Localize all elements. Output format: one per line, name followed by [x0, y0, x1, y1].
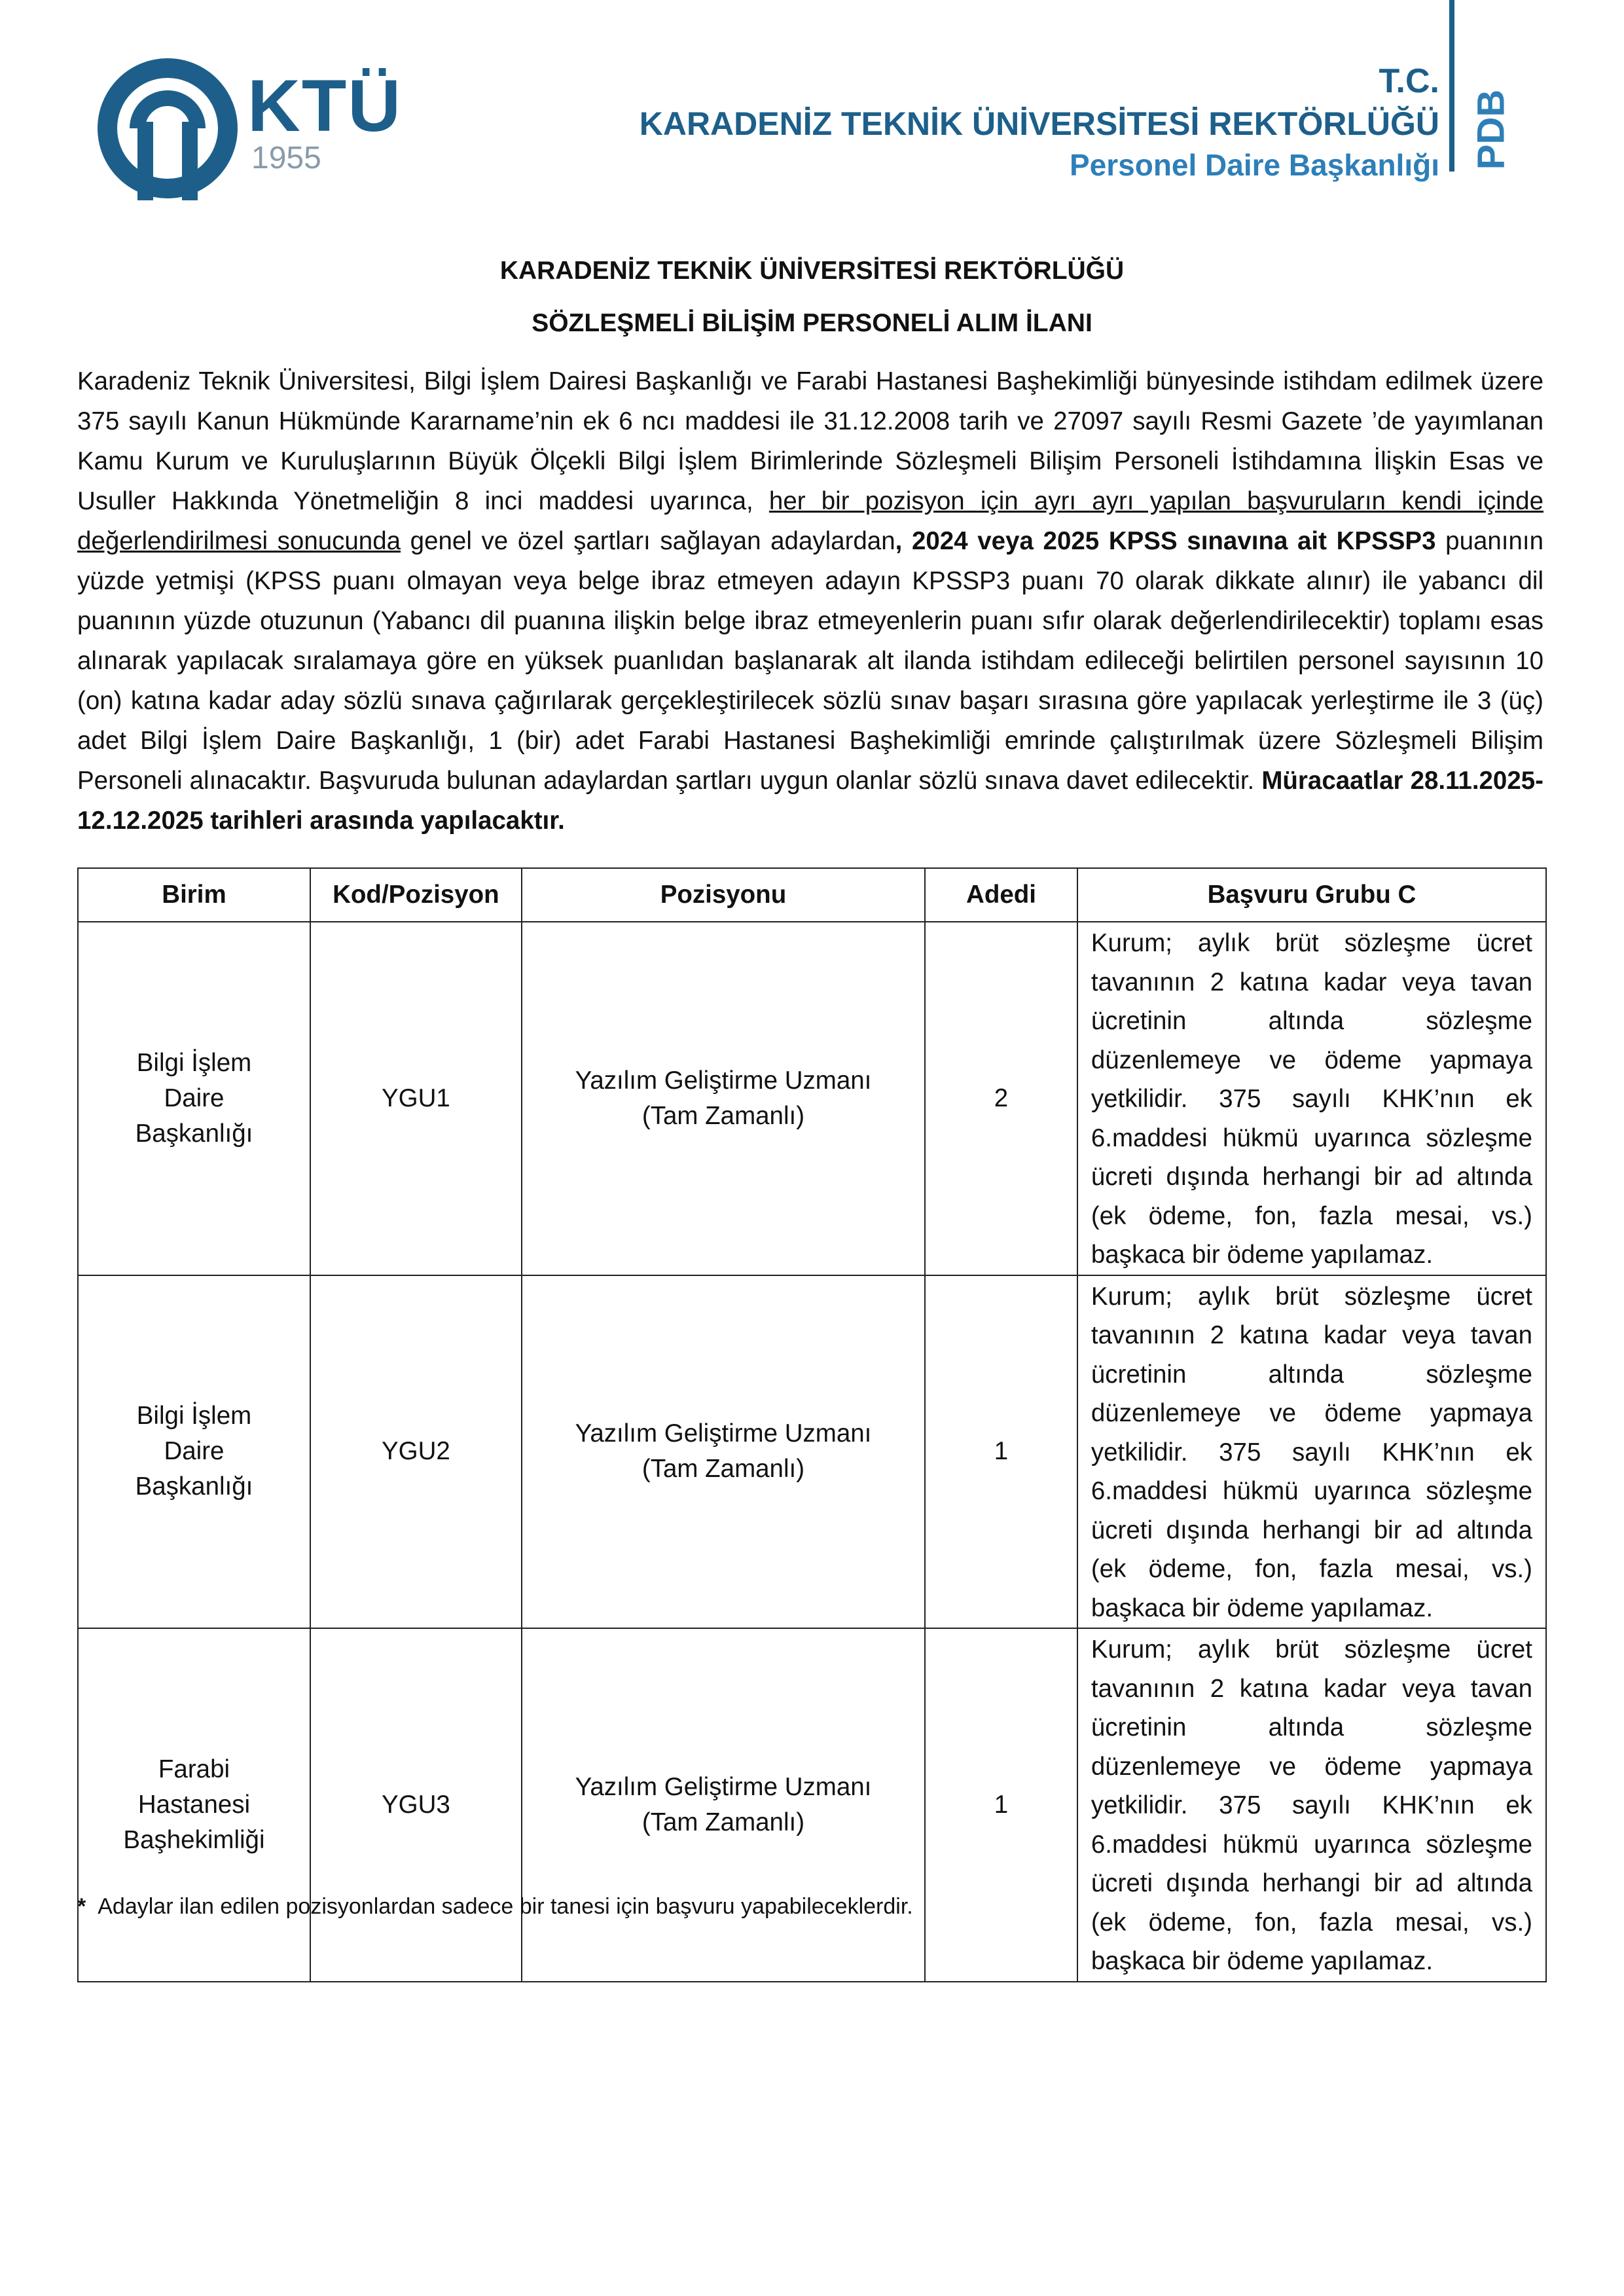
header-tc: T.C. — [1379, 62, 1439, 100]
paragraph-part1: Karadeniz Teknik Üniversitesi, Bilgi İşlem Dairesi Başkanlığı ve Farabi Hastanesi Başhekimliği bünyesinde istihdam edilmek üzere 375 sayılı Kanun Hükmünde Kararname’nin ek 6 ncı maddesi ile 31.12.2008 tarih ve 27097 sayılı Resmi Gazete ’de yayımlanan Kamu Kurum ve Kuruluşlarının Büyük Ölçekli Bilgi İşlem Birimlerinde Sözleşmeli Bilişim Personeli İstihdamına İlişkin Esas ve Usuller Hakkında Yönetmeliğin 8 inci maddesi uyarınca, — [77, 367, 1543, 515]
cell-kod: YGU2 — [310, 1275, 522, 1629]
header-block — [640, 63, 1439, 183]
cell-pozisyon: Yazılım Geliştirme Uzmanı (Tam Zamanlı) — [522, 1628, 925, 1982]
table-header-row — [78, 868, 1546, 922]
header-grup: Başvuru Grubu C — [1077, 868, 1546, 922]
pdb-text: PDB — [1470, 89, 1513, 170]
document-title-line2: SÖZLEŞMELİ BİLİŞİM PERSONELİ ALIM İLANI — [532, 309, 1092, 337]
paragraph-part2: genel ve özel şartları sağlayan adaylardan — [401, 527, 895, 555]
table-row — [78, 1628, 1546, 1982]
ktu-logo — [97, 56, 411, 200]
positions-table — [77, 867, 1547, 1982]
pdb-side-label — [1465, 84, 1517, 175]
cell-birim: Bilgi İşlem Daire Başkanlığı — [78, 922, 310, 1275]
header-department: Personel Daire Başkanlığı — [1069, 148, 1439, 183]
cell-birim: Farabi Hastanesi Başhekimliği — [78, 1628, 310, 1982]
logo-year: 1955 — [251, 141, 321, 175]
logo-text: KTÜ — [247, 65, 403, 147]
cell-kod: YGU3 — [310, 1628, 522, 1982]
footnote — [77, 1894, 913, 1920]
paragraph-part3: puanının yüzde yetmişi (KPSS puanı olmayan veya belge ibraz etmeyen adayın KPSSP3 puanı 70 olarak dikkate alınır) ile yabancı dil puanının yüzde otuzunun (Yabancı dil puanına ilişkin belge ibraz etmeyenlerin puanı sıfır olarak değerlendirilecektir) toplamı esas alınarak yapılacak sıralamaya göre en yüksek puanlıdan başlanarak alt ilanda istihdam edileceği belirtilen personel sayısının 10 (on) katına kadar aday sözlü sınava çağırılarak gerçekleştirilecek sözlü sınav başarı sırasına göre yapılacak yerleştirme ile 3 (üç) adet Bilgi İşlem Daire Başkanlığı, 1 (bir) adet Farabi Hastanesi Başhekimliği emrinde çalıştırılmak üzere Sözleşmeli Bilişim Personeli alınacaktır. Başvuruda bulunan adaylardan şartları uygun olanlar sözlü sınava davet edilecektir. — [77, 527, 1544, 795]
cell-adet: 2 — [925, 922, 1077, 1275]
footnote-star: * — [77, 1894, 86, 1919]
cell-pozisyon: Yazılım Geliştirme Uzmanı (Tam Zamanlı) — [522, 1275, 925, 1629]
cell-grup: Kurum; aylık brüt sözleşme ücret tavanının 2 katına kadar veya tavan ücretinin altında sözleşme düzenlemeye ve ödeme yapmaya yetkilidir. 375 sayılı KHK’nın ek 6.maddesi hükmü uyarınca sözleşme ücreti dışında herhangi bir ad altında (ek ödeme, fon, fazla mesai, vs.) başkaca bir ödeme yapılamaz. — [1077, 922, 1546, 1275]
announcement-paragraph — [77, 361, 1543, 841]
cell-adet: 1 — [925, 1275, 1077, 1629]
ktu-emblem-icon — [97, 56, 241, 200]
cell-adet: 1 — [925, 1628, 1077, 1982]
paragraph-bold-kpss: , 2024 veya 2025 KPSS sınavına ait KPSSP3 — [895, 527, 1436, 555]
cell-birim: Bilgi İşlem Daire Başkanlığı — [78, 1275, 310, 1629]
header-birim: Birim — [78, 868, 310, 922]
header-university: KARADENİZ TEKNİK ÜNİVERSİTESİ REKTÖRLÜĞÜ — [639, 105, 1439, 143]
paragraph-underlined: her bir pozisyon için ayrı ayrı yapılan başvuruların kendi içinde değerlendirilmesi sonucunda — [77, 487, 1543, 555]
table-row — [78, 922, 1546, 1275]
header-pozisyon: Pozisyonu — [522, 868, 925, 922]
document-title-line1: KARADENİZ TEKNİK ÜNİVERSİTESİ REKTÖRLÜĞÜ — [499, 257, 1125, 285]
header-divider — [1449, 0, 1454, 172]
table-row — [78, 1275, 1546, 1629]
header-adet: Adedi — [925, 868, 1077, 922]
cell-grup: Kurum; aylık brüt sözleşme ücret tavanının 2 katına kadar veya tavan ücretinin altında sözleşme düzenlemeye ve ödeme yapmaya yetkilidir. 375 sayılı KHK’nın ek 6.maddesi hükmü uyarınca sözleşme ücreti dışında herhangi bir ad altında (ek ödeme, fon, fazla mesai, vs.) başkaca bir ödeme yapılamaz. — [1077, 1275, 1546, 1629]
paragraph-bold-dates: Müracaatlar 28.11.2025-12.12.2025 tarihleri arasında yapılacaktır. — [77, 767, 1543, 835]
cell-grup: Kurum; aylık brüt sözleşme ücret tavanının 2 katına kadar veya tavan ücretinin altında sözleşme düzenlemeye ve ödeme yapmaya yetkilidir. 375 sayılı KHK’nın ek 6.maddesi hükmü uyarınca sözleşme ücreti dışında herhangi bir ad altında (ek ödeme, fon, fazla mesai, vs.) başkaca bir ödeme yapılamaz. — [1077, 1628, 1546, 1982]
cell-pozisyon: Yazılım Geliştirme Uzmanı (Tam Zamanlı) — [522, 922, 925, 1275]
cell-kod: YGU1 — [310, 922, 522, 1275]
footnote-text: Adaylar ilan edilen pozisyonlardan sadece bir tanesi için başvuru yapabileceklerdir. — [98, 1894, 913, 1919]
header-kod: Kod/Pozisyon — [310, 868, 522, 922]
